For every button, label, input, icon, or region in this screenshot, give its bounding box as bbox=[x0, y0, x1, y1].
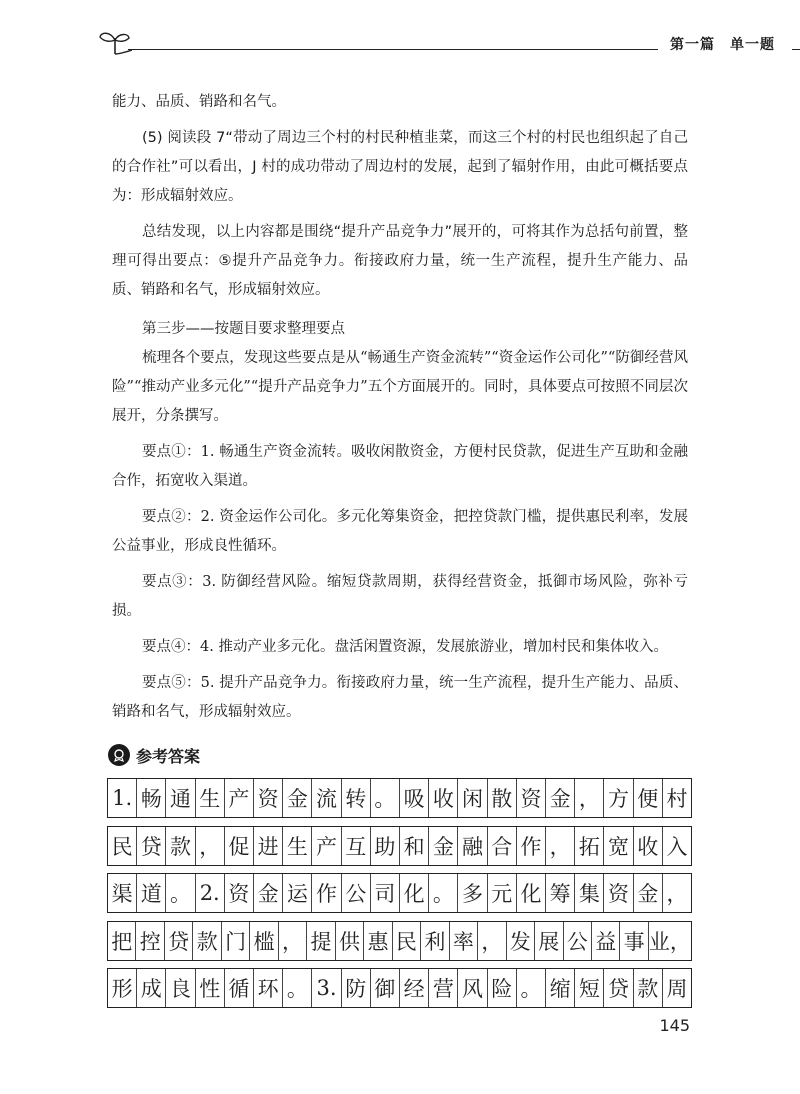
answer-grid-cell: 槛 bbox=[250, 922, 278, 960]
answer-grid-cell: 款 bbox=[634, 969, 663, 1007]
answer-grid-cell: 贷 bbox=[137, 827, 166, 865]
answer-grid-cell: 御 bbox=[371, 969, 400, 1007]
answer-grid-cell: 化 bbox=[517, 874, 546, 912]
answer-grid-row bbox=[107, 968, 692, 1008]
answer-grid-cell: 。 bbox=[166, 874, 195, 912]
answer-grid-cell: 良 bbox=[166, 969, 195, 1007]
answer-grid-cell: 金 bbox=[429, 827, 458, 865]
answer-grid-cell: ， bbox=[196, 827, 225, 865]
answer-grid-cell: 。 bbox=[371, 779, 400, 817]
answer-grid-cell: 把 bbox=[107, 922, 136, 960]
answer-grid-cell: 资 bbox=[225, 874, 254, 912]
answer-grid-cell: 集 bbox=[575, 874, 604, 912]
key-point-4: 要点④：4. 推动产业多元化。盘活闲置资源，发展旅游业，增加村民和集体收入。 bbox=[142, 639, 668, 655]
answer-grid-cell: 收 bbox=[429, 779, 458, 817]
answer-grid-cell: 1. bbox=[107, 779, 137, 817]
answer-grid-cell: 风 bbox=[458, 969, 487, 1007]
answer-grid-cell: 融 bbox=[458, 827, 487, 865]
paragraph-continued: 能力、品质、销路和名气。 bbox=[112, 94, 286, 110]
answer-grid-cell: 公 bbox=[342, 874, 371, 912]
answer-title-label: 参考答案 bbox=[136, 746, 201, 766]
answer-grid-cell: 短 bbox=[575, 969, 604, 1007]
answer-grid-cell: 事 bbox=[620, 922, 648, 960]
answer-grid-cell: 金 bbox=[634, 874, 663, 912]
answer-grid-cell: 周 bbox=[663, 969, 692, 1007]
chapter-title: 第一篇 单一题 bbox=[670, 37, 775, 53]
answer-grid-cell: 惠 bbox=[364, 922, 392, 960]
answer-grid-cell: 防 bbox=[342, 969, 371, 1007]
answer-grid-cell: 便 bbox=[634, 779, 663, 817]
answer-grid-cell: 利 bbox=[421, 922, 449, 960]
page-header bbox=[98, 28, 775, 64]
answer-grid-cell: 。 bbox=[517, 969, 546, 1007]
answer-grid-cell: 率 bbox=[450, 922, 478, 960]
answer-grid-cell: 金 bbox=[283, 779, 312, 817]
answer-grid-cell: 司 bbox=[371, 874, 400, 912]
answer-grid-cell: 促 bbox=[225, 827, 254, 865]
answer-grid-cell: 贷 bbox=[604, 969, 633, 1007]
answer-grid-cell: 3. bbox=[312, 969, 341, 1007]
answer-grid-cell: ， bbox=[546, 827, 575, 865]
answer-grid-cell: 运 bbox=[283, 874, 312, 912]
answer-grid-cell: 发 bbox=[507, 922, 535, 960]
key-point-1: 要点①：1. 畅通生产资金流转。吸收闲散资金，方便村民贷款，促进生产互助和金融合作，拓宽收入渠道。 bbox=[112, 444, 688, 489]
answer-grid-cell: 民 bbox=[107, 827, 137, 865]
answer-grid-cell: 多 bbox=[458, 874, 487, 912]
answer-grid-cell: 互 bbox=[342, 827, 371, 865]
answer-grid-cell: ， bbox=[279, 922, 307, 960]
paragraph-overview: 梳理各个要点，发现这些要点是从“畅通生产资金流转”“资金运作公司化”“防御经营风险”“推动产业多元化”“提升产品竞争力”五个方面展开的。同时，具体要点可按照不同层次展开，分条撰写。 bbox=[112, 350, 688, 424]
key-point-5: 要点⑤：5. 提升产品竞争力。衔接政府力量，统一生产流程，提升生产能力、品质、销路和名气，形成辐射效应。 bbox=[112, 675, 688, 720]
answer-grid-cell: 民 bbox=[393, 922, 421, 960]
header-rule-left bbox=[128, 49, 658, 50]
page-number: 145 bbox=[659, 1016, 690, 1035]
answer-grid-cell: 提 bbox=[307, 922, 335, 960]
answer-grid-cell: 产 bbox=[225, 779, 254, 817]
answer-grid-cell: ， bbox=[575, 779, 604, 817]
answer-grid-cell: 宽 bbox=[604, 827, 633, 865]
answer-grid-cell: 吸 bbox=[400, 779, 429, 817]
step-heading: 第三步——按题目要求整理要点 bbox=[142, 321, 345, 337]
answer-grid-cell: 金 bbox=[254, 874, 283, 912]
answer-grid-row bbox=[107, 921, 692, 961]
answer-grid-cell: 形 bbox=[107, 969, 137, 1007]
answer-grid-cell: 金 bbox=[546, 779, 575, 817]
answer-grid-cell: 门 bbox=[222, 922, 250, 960]
answer-grid-cell: 产 bbox=[312, 827, 341, 865]
answer-grid-cell: 流 bbox=[312, 779, 341, 817]
answer-grid-cell: 款 bbox=[166, 827, 195, 865]
answer-grid-cell: 转 bbox=[342, 779, 371, 817]
answer-badge-icon bbox=[108, 744, 130, 766]
answer-grid-cell: 闲 bbox=[458, 779, 487, 817]
answer-grid-row bbox=[107, 873, 692, 913]
answer-grid-cell: 元 bbox=[488, 874, 517, 912]
answer-grid-cell: 散 bbox=[488, 779, 517, 817]
sprout-icon bbox=[98, 28, 132, 56]
answer-grid-cell: 险 bbox=[488, 969, 517, 1007]
answer-grid-cell: 化 bbox=[400, 874, 429, 912]
answer-grid-cell: 。 bbox=[429, 874, 458, 912]
answer-grid-cell: 渠 bbox=[107, 874, 137, 912]
answer-grid-cell: 生 bbox=[283, 827, 312, 865]
key-point-3: 要点③：3. 防御经营风险。缩短贷款周期，获得经营资金，抵御市场风险，弥补亏损。 bbox=[112, 574, 688, 619]
paragraph-point-5: (5) 阅读段 7“带动了周边三个村的村民种植韭菜，而这三个村的村民也组织起了自己的合作社”可以看出，J 村的成功带动了周边村的发展，起到了辐射作用，由此可概括要点为：形成辐射效应。 bbox=[112, 130, 688, 204]
answer-section-title bbox=[108, 742, 200, 768]
answer-grid-cell: 益 bbox=[592, 922, 620, 960]
answer-grid-cell: 。 bbox=[283, 969, 312, 1007]
body-text bbox=[112, 88, 688, 727]
answer-grid-row bbox=[107, 778, 692, 818]
answer-grid-cell: 循 bbox=[225, 969, 254, 1007]
answer-grid-row bbox=[107, 826, 692, 866]
answer-grid-cell: 资 bbox=[254, 779, 283, 817]
answer-grid-cell: 供 bbox=[336, 922, 364, 960]
answer-grid-cell: 展 bbox=[535, 922, 563, 960]
answer-grid-cell: 成 bbox=[137, 969, 166, 1007]
answer-grid-cell: 方 bbox=[604, 779, 633, 817]
answer-grid-cell: ， bbox=[478, 922, 506, 960]
answer-grid-cell: 贷 bbox=[165, 922, 193, 960]
header-rule-right bbox=[792, 49, 800, 50]
answer-grid-cell: 控 bbox=[136, 922, 164, 960]
answer-grid-cell: 缩 bbox=[546, 969, 575, 1007]
answer-grid-cell: 作 bbox=[517, 827, 546, 865]
paragraph-summary: 总结发现，以上内容都是围绕“提升产品竞争力”展开的，可将其作为总括句前置，整理可得出要点：⑤提升产品竞争力。衔接政府力量，统一生产流程，提升生产能力、品质、销路和名气，形成辐射效应。 bbox=[112, 224, 688, 298]
answer-grid-cell: 资 bbox=[517, 779, 546, 817]
answer-grid-cell: 进 bbox=[254, 827, 283, 865]
answer-grid-cell: 作 bbox=[312, 874, 341, 912]
answer-grid-cell: 和 bbox=[400, 827, 429, 865]
answer-grid-cell: 入 bbox=[663, 827, 692, 865]
answer-grid-cell: ， bbox=[663, 874, 692, 912]
key-point-2: 要点②：2. 资金运作公司化。多元化筹集资金，把控贷款门槛，提供惠民利率，发展公益事业，形成良性循环。 bbox=[112, 509, 688, 554]
answer-grid-cell: 畅 bbox=[137, 779, 166, 817]
answer-grid-cell: 性 bbox=[196, 969, 225, 1007]
answer-grid-cell: 款 bbox=[193, 922, 221, 960]
answer-grid-cell: 村 bbox=[663, 779, 692, 817]
answer-grid-cell: 道 bbox=[137, 874, 166, 912]
answer-grid-cell: 助 bbox=[371, 827, 400, 865]
answer-grid-cell: 生 bbox=[196, 779, 225, 817]
answer-grid-cell: 业， bbox=[649, 922, 692, 960]
answer-grid-cell: 环 bbox=[254, 969, 283, 1007]
answer-grid-cell: 资 bbox=[604, 874, 633, 912]
answer-grid-cell: 营 bbox=[429, 969, 458, 1007]
answer-grid-cell: 筹 bbox=[546, 874, 575, 912]
answer-grid-cell: 收 bbox=[634, 827, 663, 865]
answer-grid-cell: 通 bbox=[166, 779, 195, 817]
answer-grid-cell: 拓 bbox=[575, 827, 604, 865]
answer-grid-cell: 合 bbox=[488, 827, 517, 865]
answer-grid-cell: 经 bbox=[400, 969, 429, 1007]
answer-grid-cell: 2. bbox=[196, 874, 225, 912]
answer-grid-cell: 公 bbox=[564, 922, 592, 960]
